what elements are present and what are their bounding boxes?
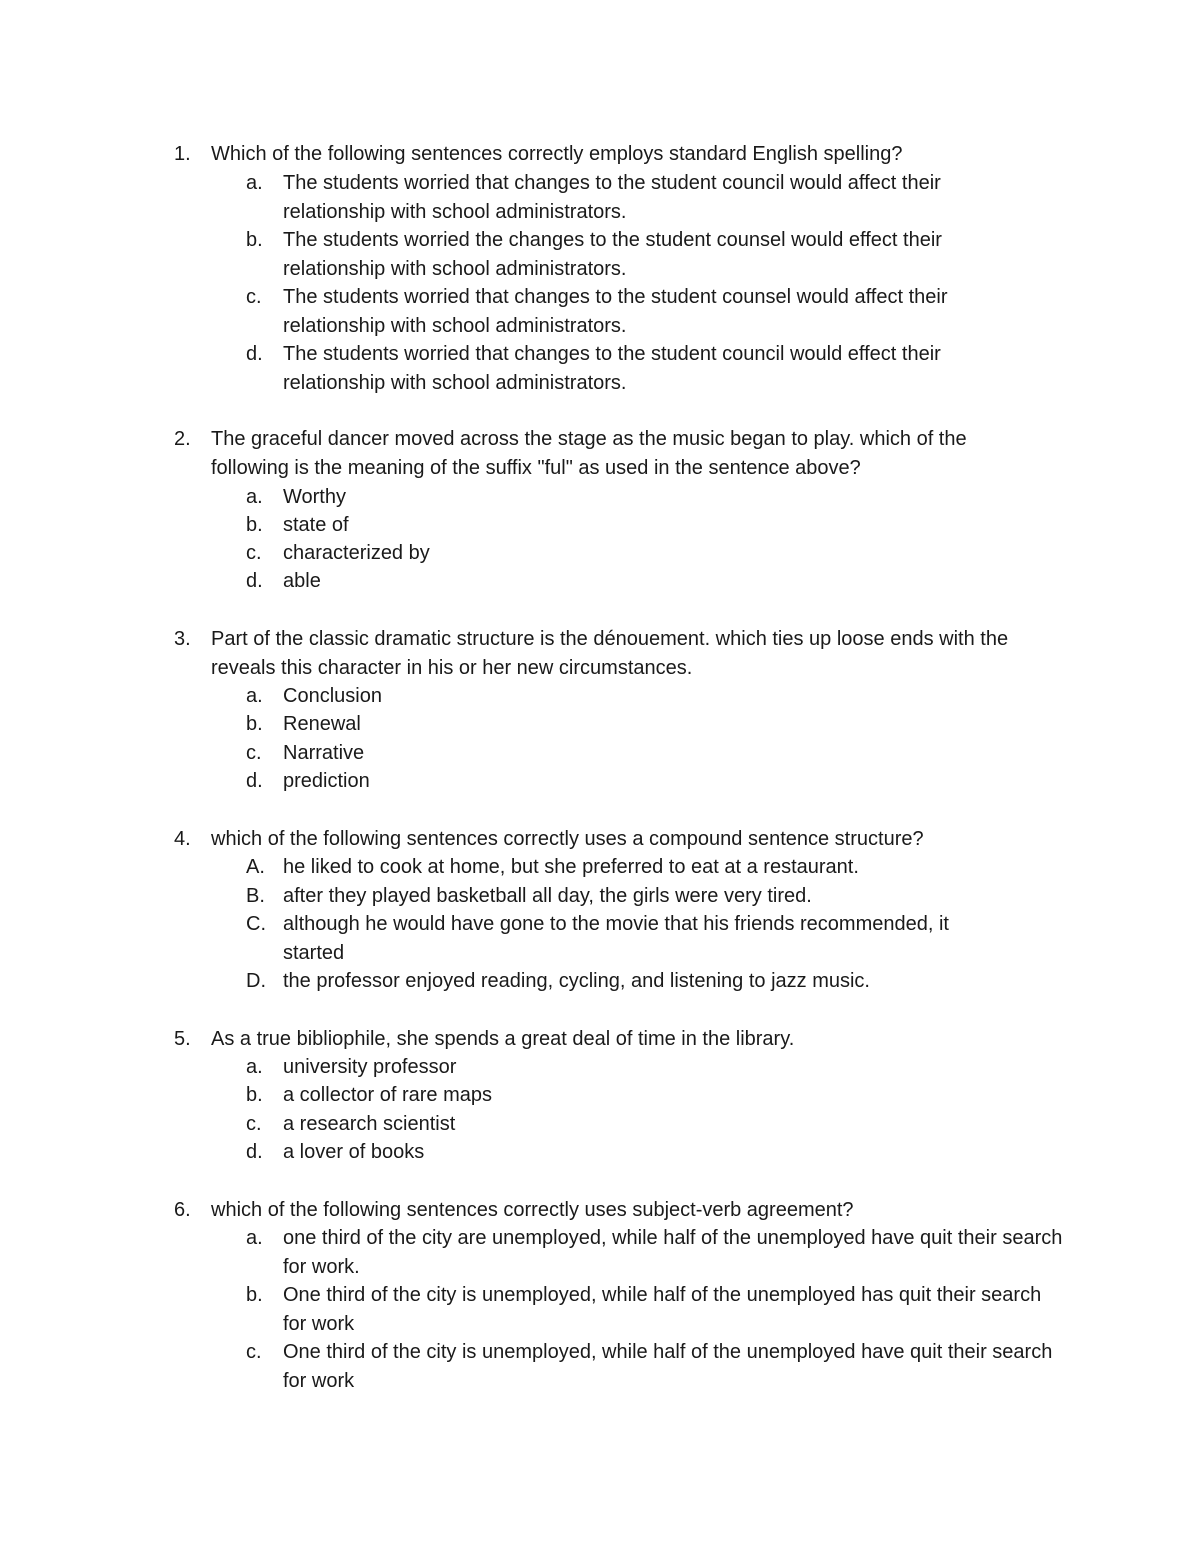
option-letter: B. bbox=[246, 885, 265, 907]
option-letter: c. bbox=[246, 1341, 262, 1363]
question-number: 6. bbox=[174, 1199, 191, 1221]
option-text: Worthy bbox=[283, 486, 346, 508]
option-letter: A. bbox=[246, 856, 265, 878]
option-text: state of bbox=[283, 514, 349, 536]
option-letter: b. bbox=[246, 1284, 263, 1306]
option-text: The students worried that changes to the student council would affect their relationship with school administrators. bbox=[283, 172, 941, 223]
option-text: he liked to cook at home, but she preferred to eat at a restaurant. bbox=[283, 856, 859, 878]
option-text: The students worried the changes to the student counsel would effect their relationship with school administrators. bbox=[283, 229, 942, 280]
option-text: able bbox=[283, 570, 321, 592]
option-letter: a. bbox=[246, 172, 263, 194]
option-letter: a. bbox=[246, 486, 263, 508]
option-letter: c. bbox=[246, 742, 262, 764]
option-text: prediction bbox=[283, 770, 370, 792]
option-letter: D. bbox=[246, 970, 266, 992]
option-text: the professor enjoyed reading, cycling, and listening to jazz music. bbox=[283, 970, 870, 992]
option-text: Narrative bbox=[283, 742, 365, 764]
question-number: 4. bbox=[174, 828, 191, 850]
option-letter: c. bbox=[246, 1113, 262, 1135]
option-text: university professor bbox=[283, 1056, 457, 1078]
question-text: Part of the classic dramatic structure is the dénouement. which ties up loose ends with the reveals this character in his or her new circumstances. bbox=[211, 628, 1009, 679]
question-text: which of the following sentences correctly uses a compound sentence structure? bbox=[211, 828, 924, 850]
option-text: a research scientist bbox=[283, 1113, 456, 1135]
option-letter: b. bbox=[246, 1084, 263, 1106]
option-letter: d. bbox=[246, 570, 263, 592]
question-number: 5. bbox=[174, 1028, 191, 1050]
option-letter: a. bbox=[246, 685, 263, 707]
option-letter: c. bbox=[246, 542, 262, 564]
question-text: As a true bibliophile, she spends a great deal of time in the library. bbox=[211, 1028, 795, 1050]
option-text: One third of the city is unemployed, while half of the unemployed has quit their search for work bbox=[283, 1284, 1042, 1335]
option-letter: d. bbox=[246, 343, 263, 365]
option-text: after they played basketball all day, the girls were very tired. bbox=[283, 885, 812, 907]
option-letter: a. bbox=[246, 1227, 263, 1249]
option-letter: b. bbox=[246, 514, 263, 536]
question-text: Which of the following sentences correctly employs standard English spelling? bbox=[211, 143, 903, 165]
option-letter: b. bbox=[246, 229, 263, 251]
option-letter: c. bbox=[246, 286, 262, 308]
option-text: one third of the city are unemployed, while half of the unemployed have quit their search for work. bbox=[283, 1227, 1063, 1278]
option-text: a lover of books bbox=[283, 1141, 425, 1163]
question-number: 3. bbox=[174, 628, 191, 650]
question-number: 1. bbox=[174, 143, 191, 165]
option-letter: a. bbox=[246, 1056, 263, 1078]
option-letter: C. bbox=[246, 913, 266, 935]
question-text: The graceful dancer moved across the stage as the music began to play. which of the following is the meaning of the suffix "ful" as used in the sentence above? bbox=[211, 428, 967, 479]
option-text: although he would have gone to the movie that his friends recommended, it started bbox=[283, 913, 949, 964]
option-text: The students worried that changes to the student counsel would affect their relationship with school administrators. bbox=[283, 286, 948, 337]
question-text: which of the following sentences correctly uses subject-verb agreement? bbox=[211, 1199, 854, 1221]
option-letter: d. bbox=[246, 770, 263, 792]
option-letter: d. bbox=[246, 1141, 263, 1163]
option-text: One third of the city is unemployed, while half of the unemployed have quit their search for work bbox=[283, 1341, 1053, 1392]
option-text: Conclusion bbox=[283, 685, 382, 707]
option-text: Renewal bbox=[283, 713, 361, 735]
option-text: characterized by bbox=[283, 542, 430, 564]
question-number: 2. bbox=[174, 428, 191, 450]
option-letter: b. bbox=[246, 713, 263, 735]
option-text: a collector of rare maps bbox=[283, 1084, 492, 1106]
option-text: The students worried that changes to the student council would effect their relationship with school administrators. bbox=[283, 343, 941, 394]
